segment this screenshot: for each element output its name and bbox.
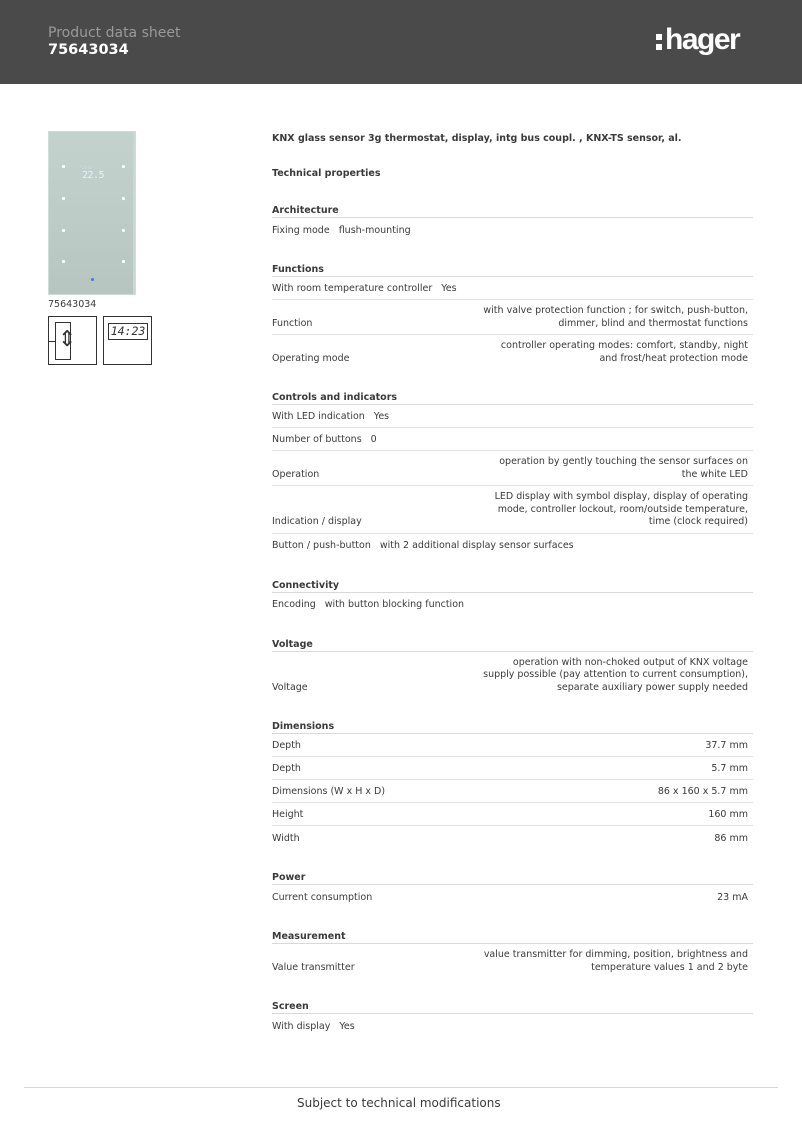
spec-value: 160 mm xyxy=(708,808,748,820)
spec-value: Yes xyxy=(373,410,390,422)
spec-row xyxy=(272,451,753,486)
section-heading: Measurement xyxy=(272,926,753,944)
spec-row xyxy=(272,593,753,616)
spec-label: Dimensions (W x H x D) xyxy=(272,785,386,797)
image-caption: 75643034 xyxy=(48,299,97,310)
lcd-display: 22.5 xyxy=(82,170,105,181)
header-reference: 75643034 xyxy=(48,42,129,58)
blind-arrow-icon: ⇕ xyxy=(48,316,97,365)
hager-logo xyxy=(656,24,739,56)
spec-label: Button / push-button xyxy=(272,540,371,551)
section-heading: Connectivity xyxy=(272,575,753,593)
spec-row xyxy=(272,1014,753,1037)
spec-value: value transmitter for dimming, position, brightness and temperature values 1 and 2 byte xyxy=(483,949,748,973)
spec-row xyxy=(272,780,753,803)
spec-value: flush-mounting xyxy=(338,224,411,236)
spec-label: Height xyxy=(272,808,304,820)
spec-section-power xyxy=(272,867,753,908)
spec-value: Yes xyxy=(441,282,457,294)
spec-row xyxy=(272,826,753,849)
section-heading: Power xyxy=(272,867,753,885)
spec-row xyxy=(272,885,753,908)
product-image xyxy=(48,131,136,295)
spec-value: operation with non-choked output of KNX voltage supply possible (pay attention to current consumption), separate auxiliary power supply needed xyxy=(483,656,748,693)
footer-note: Subject to technical modifications xyxy=(297,1096,501,1110)
spec-section-architecture xyxy=(272,200,753,241)
spec-value: with 2 additional display sensor surfaces xyxy=(379,540,574,551)
spec-label: Current consumption xyxy=(272,891,373,903)
section-heading: Functions xyxy=(272,259,753,277)
spec-label: Encoding xyxy=(272,599,316,610)
spec-value: 86 mm xyxy=(714,832,748,844)
spec-label: Operating mode xyxy=(272,352,350,364)
section-heading: Architecture xyxy=(272,200,753,218)
spec-value: controller operating modes: comfort, standby, night and frost/heat protection mode xyxy=(500,340,748,364)
spec-row xyxy=(272,534,753,557)
lcd-symbols-icon: ° ▫ ▫ xyxy=(79,165,92,171)
section-heading: Voltage xyxy=(272,634,753,652)
spec-value: 37.7 mm xyxy=(705,739,748,751)
status-led-icon xyxy=(91,278,94,281)
spec-value: with button blocking function xyxy=(324,599,465,610)
technical-properties-heading: Technical properties xyxy=(272,168,381,179)
spec-value: 5.7 mm xyxy=(711,762,748,774)
header-subtitle: Product data sheet xyxy=(48,25,181,41)
spec-section-connectivity xyxy=(272,575,753,616)
spec-label: Voltage xyxy=(272,681,308,693)
spec-value: LED display with symbol display, display of operating mode, controller lockout, room/outside temperature, time (clock required) xyxy=(494,491,748,527)
spec-label: Width xyxy=(272,832,300,844)
spec-section-voltage xyxy=(272,634,753,699)
spec-section-measurement xyxy=(272,926,753,978)
spec-row xyxy=(272,652,753,699)
spec-label: With display xyxy=(272,1020,331,1032)
spec-row xyxy=(272,734,753,757)
pictograms xyxy=(48,316,158,365)
logo-colon-icon xyxy=(656,32,662,50)
spec-row xyxy=(272,300,753,335)
spec-label: Function xyxy=(272,317,313,329)
spec-row xyxy=(272,944,753,978)
spec-value: with valve protection function ; for switch, push-button, dimmer, blind and thermostat functions xyxy=(483,305,748,329)
spec-section-functions xyxy=(272,259,753,369)
product-media xyxy=(48,131,158,365)
section-heading: Screen xyxy=(272,996,753,1014)
spec-section-screen xyxy=(272,996,753,1037)
spec-value: 86 x 160 x 5.7 mm xyxy=(657,785,748,797)
spec-row xyxy=(272,803,753,826)
spec-label: Depth xyxy=(272,762,301,774)
spec-row xyxy=(272,218,753,241)
product-title: KNX glass sensor 3g thermostat, display, intg bus coupl. , KNX-TS sensor, al. xyxy=(272,133,682,144)
spec-value: Yes xyxy=(339,1020,355,1032)
spec-label: Value transmitter xyxy=(272,961,355,973)
spec-value: 0 xyxy=(370,433,377,445)
spec-section-controls-and-indicators xyxy=(272,387,753,557)
spec-label: Operation xyxy=(272,468,320,480)
spec-label: With room temperature controller xyxy=(272,282,433,294)
spec-row xyxy=(272,277,753,300)
spec-sections xyxy=(272,200,753,1037)
section-heading: Dimensions xyxy=(272,716,753,734)
spec-value: operation by gently touching the sensor surfaces on the white LED xyxy=(499,456,748,480)
spec-label: With LED indication xyxy=(272,410,365,422)
spec-label: Number of buttons xyxy=(272,433,362,445)
spec-value: 23 mA xyxy=(717,891,748,903)
spec-label: Indication / display xyxy=(272,516,362,527)
page-header xyxy=(0,0,802,84)
spec-section-dimensions xyxy=(272,716,753,849)
logo-text: hager xyxy=(665,23,740,56)
spec-label: Depth xyxy=(272,739,301,751)
spec-label: Fixing mode xyxy=(272,224,330,236)
spec-row xyxy=(272,757,753,780)
footer-divider xyxy=(24,1087,778,1088)
spec-row xyxy=(272,335,753,369)
clock-display-icon: 14:23 xyxy=(103,316,152,365)
spec-row xyxy=(272,405,753,428)
spec-row xyxy=(272,486,753,534)
spec-row xyxy=(272,428,753,451)
section-heading: Controls and indicators xyxy=(272,387,753,405)
spec-sheet xyxy=(272,131,753,1037)
